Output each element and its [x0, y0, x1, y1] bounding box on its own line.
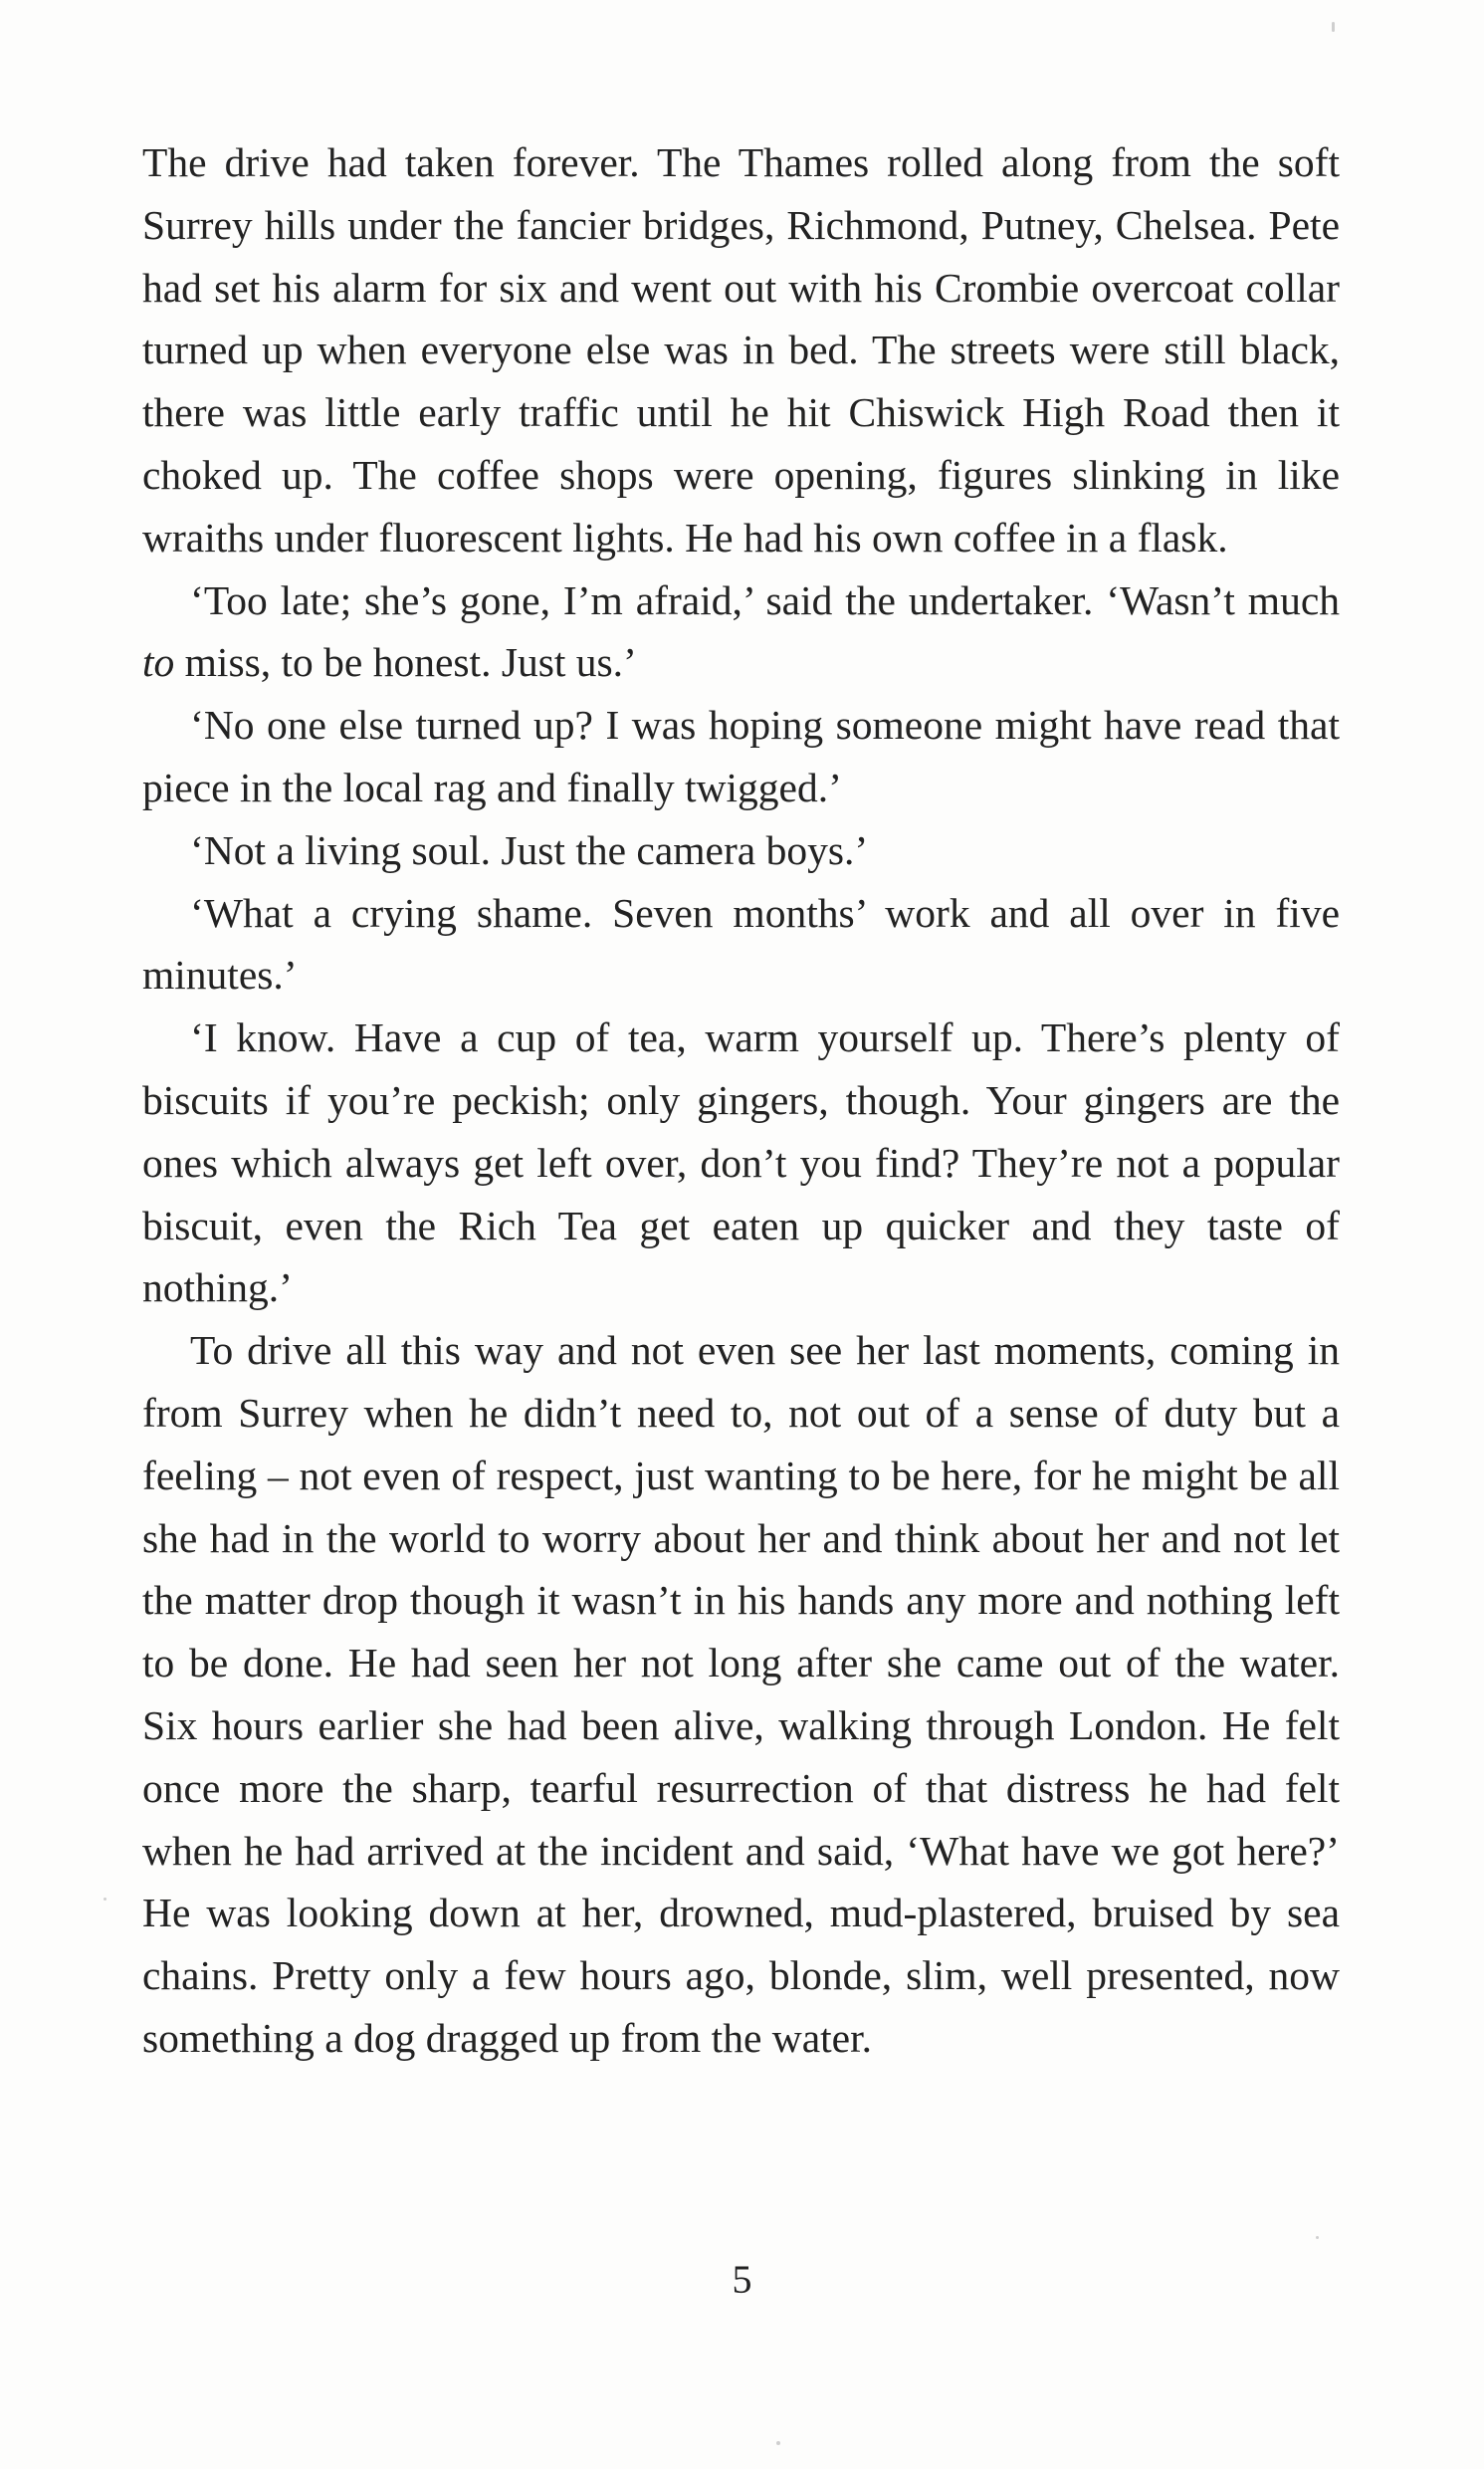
italic-text-segment: to	[142, 639, 175, 686]
paper-speck	[1316, 2236, 1319, 2239]
paper-speck	[1332, 22, 1335, 32]
paper-speck	[776, 2441, 780, 2445]
paragraph-1	[142, 131, 1340, 569]
paragraph-2	[142, 569, 1340, 695]
paragraph-3	[142, 694, 1340, 819]
body-text	[142, 131, 1340, 2070]
paragraph-4	[142, 819, 1340, 882]
text-segment: ‘Too late; she’s gone, I’m afraid,’ said the undertaker. ‘Wasn’t much	[190, 576, 1340, 623]
page-number: 5	[732, 2257, 752, 2302]
text-segment: The drive had taken forever. The Thames rolled along from the soft Surrey hills under the fancier bridges, Richmond, Putney, Chelsea. Pete had set his alarm for six and went out with his Crombie overcoat collar turned up when everyone else was in bed. The streets were still black, there was little early traffic until he hit Chiswick High Road then it choked up. The coffee shops were opening, figures slinking in like wraiths under fluorescent lights. He had his own coffee in a flask.	[142, 139, 1340, 561]
text-segment: ‘What a crying shame. Seven months’ work and all over in five minutes.’	[142, 889, 1340, 999]
paragraph-6	[142, 1007, 1340, 1319]
paragraph-5	[142, 882, 1340, 1008]
paragraph-7	[142, 1319, 1340, 2070]
text-segment: miss, to be honest. Just us.’	[174, 639, 637, 686]
text-segment: ‘I know. Have a cup of tea, warm yourself up. There’s plenty of biscuits if you’re peckish; only gingers, though. Your gingers are the ones which always get left over, don’t you find? They’re not a popular biscuit, even the Rich Tea get eaten up quicker and they taste of nothing.’	[142, 1014, 1340, 1311]
paper-speck	[104, 1898, 106, 1901]
text-segment: ‘Not a living soul. Just the camera boys.’	[190, 826, 869, 873]
text-segment: ‘No one else turned up? I was hoping someone might have read that piece in the local rag and finally twigged.’	[142, 702, 1340, 810]
text-segment: To drive all this way and not even see her last moments, coming in from Surrey when he didn’t need to, not out of a sense of duty but a feeling – not even of respect, just wanting to be here, for he might be all she had in the world to worry about her and think about her and not let the matter drop though it wasn’t in his hands any more and nothing left to be done. He had seen her not long after she came out of the water. Six hours earlier she had been alive, walking through London. He felt once more the sharp, tearful resurrection of that distress he had felt when he had arrived at the incident and said, ‘What have we got here?’ He was looking down at her, drowned, mud-plastered, bruised by sea chains. Pretty only a few hours ago, blonde, slim, well presented, now something a dog dragged up from the water.	[142, 1327, 1340, 2061]
